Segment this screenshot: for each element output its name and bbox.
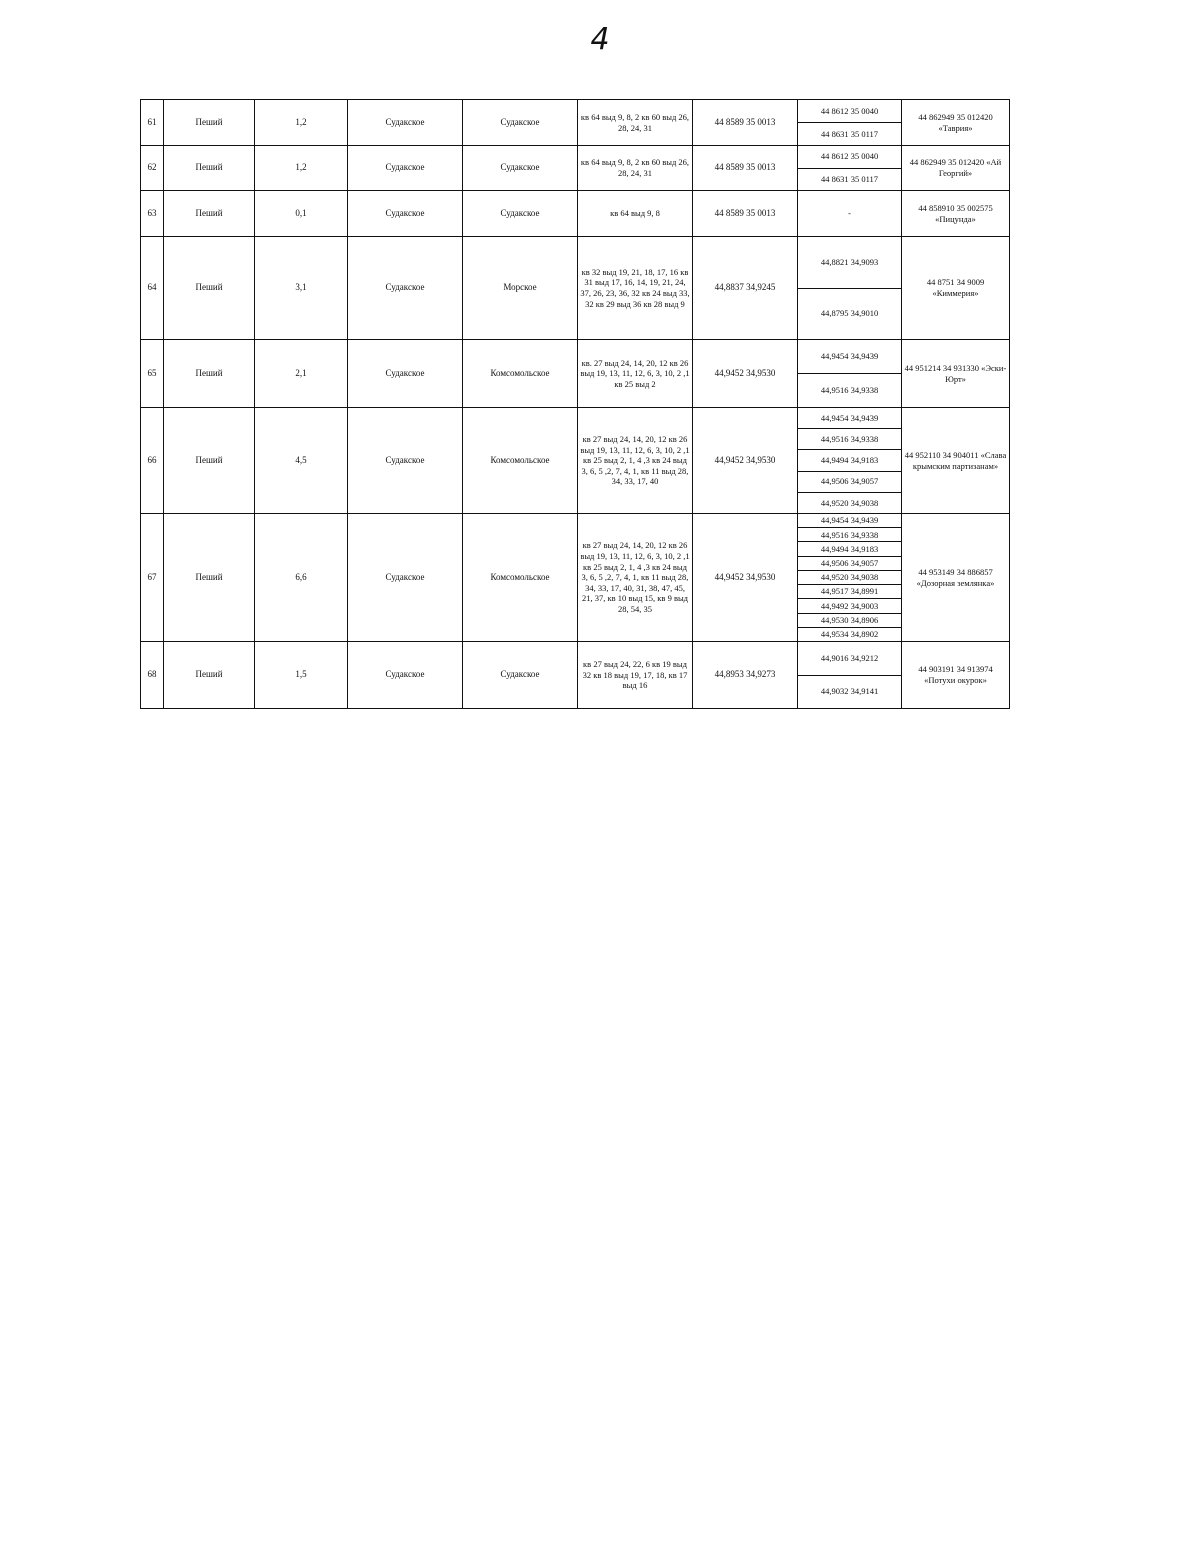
row-number: 63 [141,191,164,237]
route-type: Пеший [164,146,255,191]
district: Судакское [348,340,463,408]
coord-line: 44 8631 35 0117 [798,168,901,191]
coord-line: 44,9016 34,9212 [820,652,879,663]
route-description: кв. 27 выд 24, 14, 20, 12 кв 26 выд 19, 13, 11, 12, 6, 3, 10, 2 ,1 кв 25 выд 2 [578,340,693,408]
start-point: 44 8589 35 0013 [693,100,798,146]
route-type: Пеший [164,408,255,514]
coord-line: 44,9516 34,9338 [798,428,901,449]
route-type: Пеший [164,642,255,709]
table-row [141,237,1010,340]
coord-line: 44,8821 34,9093 [820,256,879,267]
district: Судакское [348,100,463,146]
route-length: 6,6 [255,514,348,642]
waypoint-coords [798,340,902,408]
waypoint-coords [798,408,902,514]
forestry: Судакское [463,642,578,709]
row-number: 68 [141,642,164,709]
route-length: 1,2 [255,100,348,146]
coord-line: 44 8612 35 0040 [820,151,879,162]
forestry: Комсомольское [463,514,578,642]
forestry: Судакское [463,191,578,237]
start-point: 44,8953 34,9273 [693,642,798,709]
route-length: 1,5 [255,642,348,709]
start-point: 44,8837 34,9245 [693,237,798,340]
waypoint-coords [798,237,902,340]
route-length: 3,1 [255,237,348,340]
route-type: Пеший [164,237,255,340]
route-description: кв 32 выд 19, 21, 18, 17, 16 кв 31 выд 17, 16, 14, 19, 21, 24, 37, 26, 23, 36, 32 кв 24 выд 33, 32 кв 29 выд 36 кв 28 выд 9 [578,237,693,340]
row-number: 64 [141,237,164,340]
object-name: 44 862949 35 012420 «Таврия» [902,100,1010,146]
row-number: 62 [141,146,164,191]
route-description: кв 64 выд 9, 8, 2 кв 60 выд 26, 28, 24, 31 [578,146,693,191]
object-name: 44 953149 34 886857 «Дозорная землянка» [902,514,1010,642]
object-name: 44 903191 34 913974 «Потухи окурок» [902,642,1010,709]
row-number: 65 [141,340,164,408]
start-point: 44,9452 34,9530 [693,408,798,514]
district: Судакское [348,408,463,514]
route-type: Пеший [164,514,255,642]
object-name: 44 858910 35 002575 «Пицунда» [902,191,1010,237]
waypoint-coords [798,642,902,709]
coord-line: - [848,208,851,219]
start-point: 44 8589 35 0013 [693,191,798,237]
forestry: Судакское [463,146,578,191]
forestry: Комсомольское [463,408,578,514]
start-point: 44,9452 34,9530 [693,340,798,408]
route-type: Пеший [164,100,255,146]
coord-line: 44,9032 34,9141 [798,675,901,709]
coord-line: 44,9494 34,9183 [798,541,901,555]
district: Судакское [348,146,463,191]
table-row [141,642,1010,709]
route-length: 2,1 [255,340,348,408]
route-description: кв 27 выд 24, 14, 20, 12 кв 26 выд 19, 13, 11, 12, 6, 3, 10, 2 ,1 кв 25 выд 2, 1, 4 ,3 кв 24 выд 3, 6, 5 ,2, 7, 4, 1, кв 11 выд 28, 34, 33, 17, 40 [578,408,693,514]
district: Судакское [348,237,463,340]
table-row [141,100,1010,146]
route-length: 0,1 [255,191,348,237]
route-description: кв 27 выд 24, 22, 6 кв 19 выд 32 кв 18 выд 19, 17, 18, кв 17 выд 16 [578,642,693,709]
route-table [140,99,1010,709]
route-type: Пеший [164,340,255,408]
object-name: 44 862949 35 012420 «Ай Георгий» [902,146,1010,191]
row-number: 61 [141,100,164,146]
coord-line: 44,9506 34,9057 [798,556,901,570]
coord-line: 44,9506 34,9057 [798,471,901,492]
table-row [141,340,1010,408]
route-description: кв 27 выд 24, 14, 20, 12 кв 26 выд 19, 13, 11, 12, 6, 3, 10, 2 ,1 кв 25 выд 2, 1, 4 ,3 кв 24 выд 3, 6, 5 ,2, 7, 4, 1, кв 11 выд 28, 34, 33, 17, 40, 31, 38, 47, 45, 21, 37, кв 10 выд 15, кв 9 выд 28, 54, 35 [578,514,693,642]
coord-line: 44 8631 35 0117 [798,122,901,145]
row-number: 66 [141,408,164,514]
coord-line: 44,9534 34,8902 [798,627,901,641]
waypoint-coords [798,191,902,237]
coord-line: 44,9492 34,9003 [798,598,901,612]
coord-line: 44,9520 34,9038 [798,570,901,584]
coord-line: 44,9517 34,8991 [798,584,901,598]
row-number: 67 [141,514,164,642]
table-row [141,514,1010,642]
start-point: 44 8589 35 0013 [693,146,798,191]
district: Судакское [348,191,463,237]
object-name: 44 952110 34 904011 «Слава крымским партизанам» [902,408,1010,514]
coord-line: 44,8795 34,9010 [798,288,901,340]
route-length: 1,2 [255,146,348,191]
forestry: Судакское [463,100,578,146]
district: Судакское [348,642,463,709]
coord-line: 44,9520 34,9038 [798,492,901,513]
page-number: 4 [590,22,610,57]
object-name: 44 8751 34 9009 «Киммерия» [902,237,1010,340]
forestry: Морское [463,237,578,340]
coord-line: 44,9454 34,9439 [820,351,879,362]
waypoint-coords [798,514,902,642]
route-type: Пеший [164,191,255,237]
coord-line: 44,9516 34,9338 [798,527,901,541]
coord-line: 44 8612 35 0040 [820,105,879,116]
start-point: 44,9452 34,9530 [693,514,798,642]
district: Судакское [348,514,463,642]
coord-line: 44,9516 34,9338 [798,373,901,407]
coord-line: 44,9530 34,8906 [798,613,901,627]
route-description: кв 64 выд 9, 8, 2 кв 60 выд 26, 28, 24, 31 [578,100,693,146]
coord-line: 44,9494 34,9183 [798,449,901,470]
table-row [141,191,1010,237]
route-length: 4,5 [255,408,348,514]
coord-line: 44,9454 34,9439 [820,515,879,526]
object-name: 44 951214 34 931330 «Эски-Юрт» [902,340,1010,408]
route-description: кв 64 выд 9, 8 [578,191,693,237]
table-row [141,408,1010,514]
table-row [141,146,1010,191]
waypoint-coords [798,100,902,146]
forestry: Комсомольское [463,340,578,408]
coord-line: 44,9454 34,9439 [820,412,879,423]
waypoint-coords [798,146,902,191]
